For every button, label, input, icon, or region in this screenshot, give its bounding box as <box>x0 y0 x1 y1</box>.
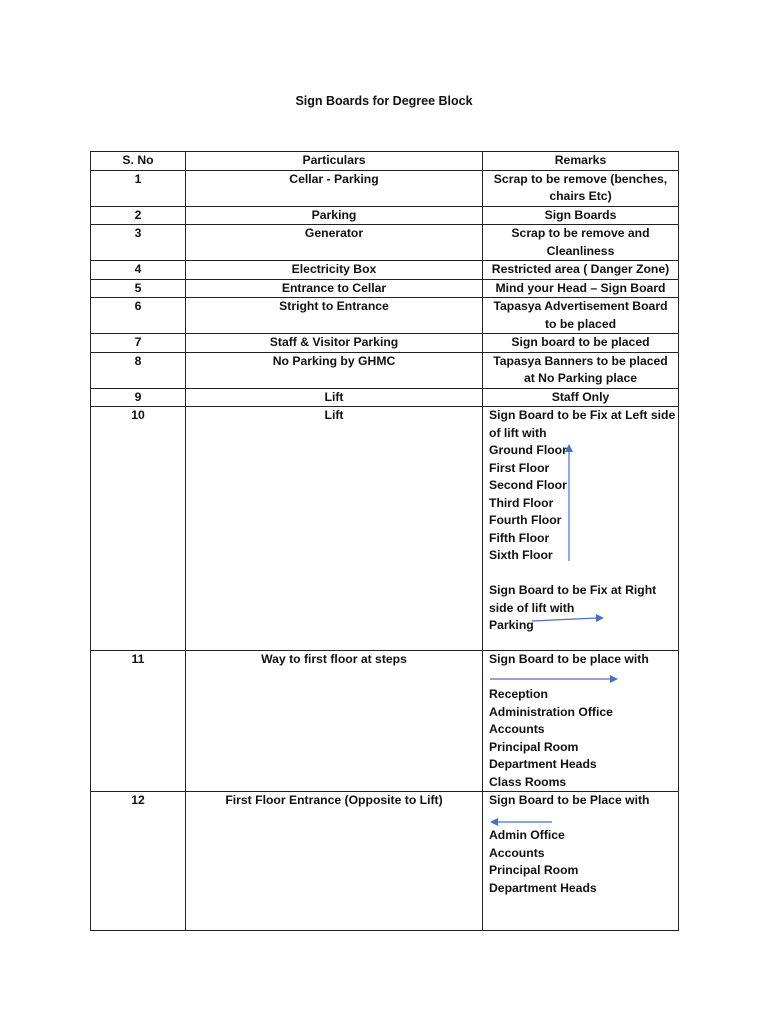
remarks-line: of lift with <box>489 425 547 440</box>
cell-remarks <box>483 170 679 206</box>
remarks-line: side of lift with <box>489 600 575 615</box>
list-item: Principal Room <box>489 863 579 877</box>
remarks-line: Sign board to be placed <box>511 335 650 349</box>
table-header-row <box>91 152 679 171</box>
remarks-line: chairs Etc) <box>549 189 612 203</box>
cell-particulars: Generator <box>186 225 483 261</box>
table-row <box>91 792 679 931</box>
cell-particulars: Electricity Box <box>186 261 483 280</box>
cell-sno: 3 <box>91 225 186 261</box>
table-row <box>91 388 679 407</box>
cell-particulars: No Parking by GHMC <box>186 352 483 388</box>
table-row <box>91 651 679 792</box>
cell-sno: 6 <box>91 298 186 334</box>
list-item: Admin Office <box>489 828 565 842</box>
remarks-line: Sign Board to be place with <box>489 652 649 666</box>
cell-remarks <box>483 261 679 280</box>
list-item: Class Rooms <box>489 774 567 789</box>
cell-remarks <box>483 651 679 792</box>
floor-item: Fourth Floor <box>489 513 562 527</box>
floor-item: Sixth Floor <box>489 548 553 562</box>
remarks-line: at No Parking place <box>523 371 638 385</box>
cell-particulars: Lift <box>186 407 483 651</box>
header-particulars: Particulars <box>186 152 483 171</box>
remarks-line: to be placed <box>544 316 617 331</box>
table-row <box>91 261 679 280</box>
floor-item: Third Floor <box>489 495 554 510</box>
cell-sno: 1 <box>91 170 186 206</box>
list-item: Accounts <box>489 722 545 736</box>
cell-remarks <box>483 407 679 651</box>
list-item: Principal Room <box>489 739 579 754</box>
cell-sno: 2 <box>91 206 186 225</box>
cell-remarks <box>483 792 679 931</box>
arrow-up-icon <box>563 443 575 563</box>
table-row <box>91 225 679 261</box>
cell-remarks <box>483 388 679 407</box>
table-row <box>91 206 679 225</box>
cell-sno: 5 <box>91 279 186 298</box>
floor-item: Fifth Floor <box>489 530 550 545</box>
list-item: Administration Office <box>489 704 613 719</box>
cell-sno: 4 <box>91 261 186 280</box>
sign-boards-table <box>90 151 679 931</box>
header-sno: S. No <box>91 152 186 171</box>
floor-item: Second Floor <box>489 478 567 492</box>
cell-remarks <box>483 279 679 298</box>
remarks-line: Sign Board to be Place with <box>489 793 650 807</box>
cell-particulars: Lift <box>186 388 483 407</box>
cell-sno: 11 <box>91 651 186 792</box>
remarks-line: Mind your Head – Sign Board <box>495 280 666 295</box>
remarks-line: Restricted area ( Danger Zone) <box>491 262 670 276</box>
remarks-line: Scrap to be remove and <box>511 226 650 240</box>
cell-particulars: Cellar - Parking <box>186 170 483 206</box>
cell-particulars: Stright to Entrance <box>186 298 483 334</box>
table-row <box>91 407 679 651</box>
header-remarks: Remarks <box>483 152 679 171</box>
list-item: Reception <box>489 687 548 701</box>
cell-particulars: First Floor Entrance (Opposite to Lift) <box>186 792 483 931</box>
cell-remarks <box>483 334 679 353</box>
cell-sno: 10 <box>91 407 186 651</box>
cell-remarks <box>483 225 679 261</box>
cell-remarks <box>483 298 679 334</box>
spacer <box>489 565 674 583</box>
list-item: Department Heads <box>489 757 597 771</box>
cell-sno: 8 <box>91 352 186 388</box>
remarks-line: Sign Board to be Fix at Right <box>489 583 657 597</box>
cell-sno: 12 <box>91 792 186 931</box>
remarks-line: Scrap to be remove (benches, <box>493 171 668 186</box>
cell-particulars: Staff & Visitor Parking <box>186 334 483 353</box>
remarks-line: Cleanliness <box>546 243 615 258</box>
cell-remarks <box>483 352 679 388</box>
list-item: Department Heads <box>489 880 597 895</box>
remarks-line: Tapasya Advertisement Board <box>493 299 668 313</box>
table-row <box>91 334 679 353</box>
table-row <box>91 279 679 298</box>
remarks-line: Sign Boards <box>544 207 617 222</box>
table-row <box>91 170 679 206</box>
list-item: Accounts <box>489 845 545 860</box>
cell-sno: 7 <box>91 334 186 353</box>
remarks-line: Sign Board to be Fix at Left side <box>489 408 676 422</box>
floor-item: First Floor <box>489 460 550 475</box>
page-title: Sign Boards for Degree Block <box>295 94 473 108</box>
parking-item: Parking <box>489 618 534 632</box>
remarks-line: Staff Only <box>551 389 610 404</box>
cell-remarks <box>483 206 679 225</box>
cell-particulars: Way to first floor at steps <box>186 651 483 792</box>
cell-sno: 9 <box>91 388 186 407</box>
arrow-right-icon <box>489 673 619 685</box>
cell-particulars: Parking <box>186 206 483 225</box>
table-row <box>91 352 679 388</box>
arrow-right-icon <box>531 613 607 625</box>
remarks-line: Tapasya Banners to be placed <box>493 353 668 368</box>
cell-particulars: Entrance to Cellar <box>186 279 483 298</box>
table-row <box>91 298 679 334</box>
arrow-left-icon <box>489 816 553 828</box>
floor-item: Ground Floor <box>489 443 567 457</box>
